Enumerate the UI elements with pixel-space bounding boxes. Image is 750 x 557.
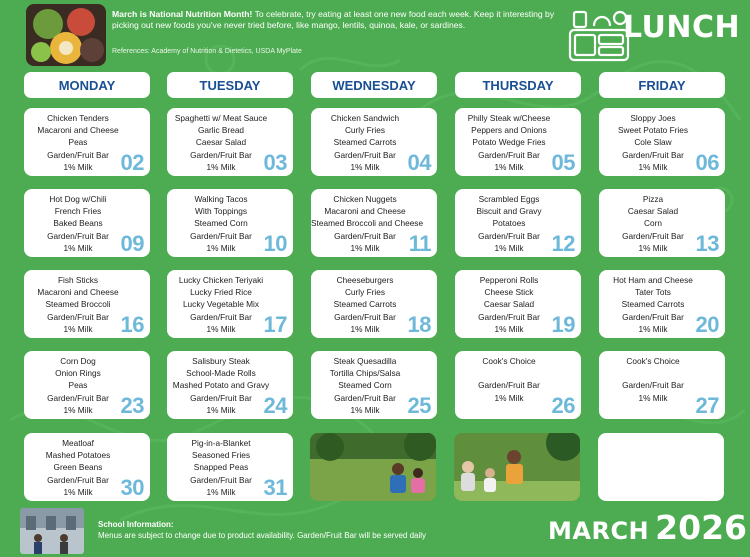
menu-item: Hot Ham and Cheese [613, 275, 693, 285]
menu-item: Green Beans [53, 462, 103, 473]
menu-day-02 [24, 108, 150, 176]
menu-item: Garden/Fruit Bar [334, 230, 396, 241]
menu-item: Garden/Fruit Bar [47, 311, 109, 322]
menu-day-30 [24, 433, 150, 501]
menu-item: Potatoes [492, 218, 526, 229]
menu-item: Steamed Carrots [621, 299, 685, 310]
menu-item: Garden/Fruit Bar [334, 149, 396, 160]
menu-day-20 [599, 270, 725, 338]
menu-item: 1% Milk [206, 404, 236, 415]
menu-item: Peppers and Onions [471, 125, 547, 136]
date-number: 10 [263, 231, 287, 256]
menu-item: Salisbury Steak [192, 356, 250, 366]
header [0, 0, 750, 72]
menu-item: Steamed Broccoli [45, 299, 111, 310]
date-number: 09 [120, 231, 144, 256]
menu-item: 1% Milk [350, 404, 380, 415]
date-number: 31 [263, 475, 287, 500]
menu-item: Seasoned Fries [191, 450, 251, 461]
date-number: 25 [407, 393, 431, 418]
school-photo [20, 508, 84, 554]
menu-item: Garden/Fruit Bar [334, 392, 396, 403]
menu-item: 1% Milk [638, 323, 668, 334]
menu-item: 1% Milk [206, 323, 236, 334]
menu-item: Corn [644, 218, 662, 229]
menu-day-03 [167, 108, 293, 176]
menu-item: Peas [68, 380, 88, 391]
menu-item: Steamed Carrots [333, 299, 397, 310]
date-number: 24 [263, 393, 287, 418]
school-info-label: School Information: [98, 520, 174, 529]
menu-item: Steamed Corn [338, 380, 392, 391]
menu-day-24 [167, 351, 293, 419]
menu-item: Mashed Potato and Gravy [172, 380, 270, 391]
menu-item: Curly Fries [344, 125, 386, 136]
menu-item: Sloppy Joes [630, 113, 676, 123]
menu-item: Tortilla Chips/Salsa [329, 368, 401, 379]
nutrition-month-intro [112, 9, 562, 31]
menu-item: With Toppings [195, 206, 247, 217]
menu-item: Garden/Fruit Bar [47, 230, 109, 241]
menu-item: 1% Milk [494, 161, 524, 172]
menu-item: Fish Sticks [57, 275, 99, 285]
menu-item: Cheese Stick [484, 287, 534, 298]
menu-day-06 [599, 108, 725, 176]
empty-cell [598, 433, 724, 501]
date-number: 18 [407, 312, 431, 337]
menu-day-17 [167, 270, 293, 338]
menu-item: Garden/Fruit Bar [622, 311, 684, 322]
menu-item: 1% Milk [63, 242, 93, 253]
menu-item: Philly Steak w/Cheese [467, 113, 551, 123]
day-header-tuesday: TUESDAY [167, 72, 293, 98]
menu-item: Garlic Bread [197, 125, 245, 136]
intro-text: To celebrate, try eating at least one new food each week. Keep it interesting by picking out new foods you've never tried before, like mango, lentils, quinoa, kale, or sardines. [112, 9, 555, 30]
kids-running-photo [310, 433, 436, 501]
date-number: 30 [120, 475, 144, 500]
menu-day-31 [167, 433, 293, 501]
month-year [548, 508, 747, 547]
menu-item: Snapped Peas [193, 462, 249, 473]
menu-item: 1% Milk [494, 242, 524, 253]
menu-item: Potato Wedge Fries [472, 137, 546, 148]
menu-day-04 [311, 108, 437, 176]
date-number: 03 [263, 150, 287, 175]
menu-item: 1% Milk [350, 323, 380, 334]
menu-item: Caesar Salad [195, 137, 247, 148]
menu-item: Steamed Broccoli and Cheese [311, 218, 424, 229]
menu-spacer [455, 367, 563, 379]
menu-day-16 [24, 270, 150, 338]
day-header-wednesday: WEDNESDAY [311, 72, 437, 98]
menu-item: Corn Dog [60, 356, 96, 366]
date-number: 19 [551, 312, 575, 337]
menu-item: Garden/Fruit Bar [190, 392, 252, 403]
date-number: 26 [551, 393, 575, 418]
menu-item: Chicken Nuggets [333, 194, 397, 204]
menu-item: 1% Milk [638, 161, 668, 172]
menu-item: Pig-in-a-Blanket [191, 438, 251, 448]
menu-item: French Fries [54, 206, 102, 217]
menu-item: Lucky Chicken Teriyaki [178, 275, 264, 285]
menu-day-26 [455, 351, 581, 419]
menu-item: Garden/Fruit Bar [190, 149, 252, 160]
menu-day-19 [455, 270, 581, 338]
menu-item: Lucky Vegetable Mix [182, 299, 260, 310]
menu-item: Cole Slaw [634, 137, 672, 148]
menu-item: Garden/Fruit Bar [47, 392, 109, 403]
menu-item: Cook's Choice [482, 356, 536, 366]
menu-item: Garden/Fruit Bar [47, 149, 109, 160]
menu-item: Caesar Salad [483, 299, 535, 310]
menu-day-11 [311, 189, 437, 257]
date-number: 13 [695, 231, 719, 256]
menu-item: Cook's Choice [626, 356, 680, 366]
kids-playing-photo [454, 433, 580, 501]
menu-item: Garden/Fruit Bar [190, 311, 252, 322]
date-number: 04 [407, 150, 431, 175]
menu-item: 1% Milk [63, 404, 93, 415]
menu-item: Garden/Fruit Bar [622, 230, 684, 241]
healthy-food-photo [26, 4, 106, 66]
menu-item: Garden/Fruit Bar [190, 230, 252, 241]
menu-item: Chicken Tenders [47, 113, 109, 123]
date-number: 27 [695, 393, 719, 418]
menu-spacer [599, 367, 707, 379]
menu-item: Macaroni and Cheese [37, 125, 119, 136]
intro-headline: March is National Nutrition Month! [112, 9, 253, 19]
menu-item: Garden/Fruit Bar [47, 474, 109, 485]
menu-item: Peas [68, 137, 88, 148]
menu-item: Garden/Fruit Bar [622, 380, 684, 391]
menu-item: Pepperoni Rolls [479, 275, 539, 285]
date-number: 11 [408, 231, 431, 256]
menu-item: Scrambled Eggs [478, 194, 540, 204]
menu-item: Sweet Potato Fries [617, 125, 689, 136]
menu-item: Caesar Salad [627, 206, 679, 217]
date-number: 23 [120, 393, 144, 418]
menu-item: Hot Dog w/Chili [49, 194, 107, 204]
menu-item: 1% Milk [206, 242, 236, 253]
date-number: 05 [551, 150, 575, 175]
date-number: 16 [120, 312, 144, 337]
menu-item: 1% Milk [350, 242, 380, 253]
menu-item: Steamed Carrots [333, 137, 397, 148]
menu-item: Baked Beans [53, 218, 103, 229]
date-number: 17 [263, 312, 287, 337]
menu-item: Mashed Potatoes [45, 450, 111, 461]
menu-day-18 [311, 270, 437, 338]
menu-item: Garden/Fruit Bar [478, 311, 540, 322]
menu-item: Onion Rings [55, 368, 101, 379]
menu-item: Walking Tacos [194, 194, 248, 204]
menu-item: Meatloaf [62, 438, 94, 448]
menu-item: 1% Milk [63, 486, 93, 497]
menu-item: 1% Milk [350, 161, 380, 172]
menu-item: 1% Milk [63, 323, 93, 334]
menu-day-10 [167, 189, 293, 257]
menu-item: 1% Milk [63, 161, 93, 172]
menu-item: 1% Milk [638, 242, 668, 253]
menu-item: Macaroni and Cheese [324, 206, 406, 217]
menu-day-25 [311, 351, 437, 419]
menu-item: Spaghetti w/ Meat Sauce [174, 113, 268, 123]
school-information [98, 519, 426, 541]
menu-day-05 [455, 108, 581, 176]
menu-day-23 [24, 351, 150, 419]
references: References: Academy of Nutrition & Dietetics, USDA MyPlate [112, 48, 302, 55]
menu-item: 1% Milk [494, 392, 524, 403]
menu-item: Macaroni and Cheese [37, 287, 119, 298]
menu-item: Garden/Fruit Bar [190, 474, 252, 485]
menu-item: 1% Milk [638, 392, 668, 403]
date-number: 02 [120, 150, 144, 175]
menu-day-13 [599, 189, 725, 257]
lunch-title: LUNCH [623, 10, 741, 45]
menu-item: Garden/Fruit Bar [334, 311, 396, 322]
menu-item: Biscuit and Gravy [476, 206, 542, 217]
menu-item: 1% Milk [206, 486, 236, 497]
date-number: 06 [695, 150, 719, 175]
date-number: 12 [551, 231, 575, 256]
menu-item: Garden/Fruit Bar [622, 149, 684, 160]
menu-item: Garden/Fruit Bar [478, 230, 540, 241]
menu-item: Pizza [642, 194, 664, 204]
menu-day-27 [599, 351, 725, 419]
menu-item: School-Made Rolls [186, 368, 256, 379]
date-number: 20 [695, 312, 719, 337]
day-header-monday: MONDAY [24, 72, 150, 98]
menu-item: 1% Milk [206, 161, 236, 172]
month-label: MARCH [548, 517, 650, 545]
menu-item: Tater Tots [635, 287, 671, 298]
menu-item: Curly Fries [344, 287, 386, 298]
menu-day-12 [455, 189, 581, 257]
menu-item: Chicken Sandwich [330, 113, 400, 123]
menu-item: Lucky Fried Rice [190, 287, 252, 298]
day-header-thursday: THURSDAY [455, 72, 581, 98]
menu-item: Garden/Fruit Bar [478, 380, 540, 391]
year-label: 2026 [655, 508, 747, 547]
menu-day-09 [24, 189, 150, 257]
menu-item: Cheeseburgers [336, 275, 394, 285]
day-header-friday: FRIDAY [599, 72, 725, 98]
menu-item: Garden/Fruit Bar [478, 149, 540, 160]
menu-item: Steamed Corn [194, 218, 248, 229]
school-info-text: Menus are subject to change due to product availability. Garden/Fruit Bar will be served daily [98, 531, 427, 540]
menu-item: Steak Quesadilla [333, 356, 397, 366]
menu-item: 1% Milk [494, 323, 524, 334]
